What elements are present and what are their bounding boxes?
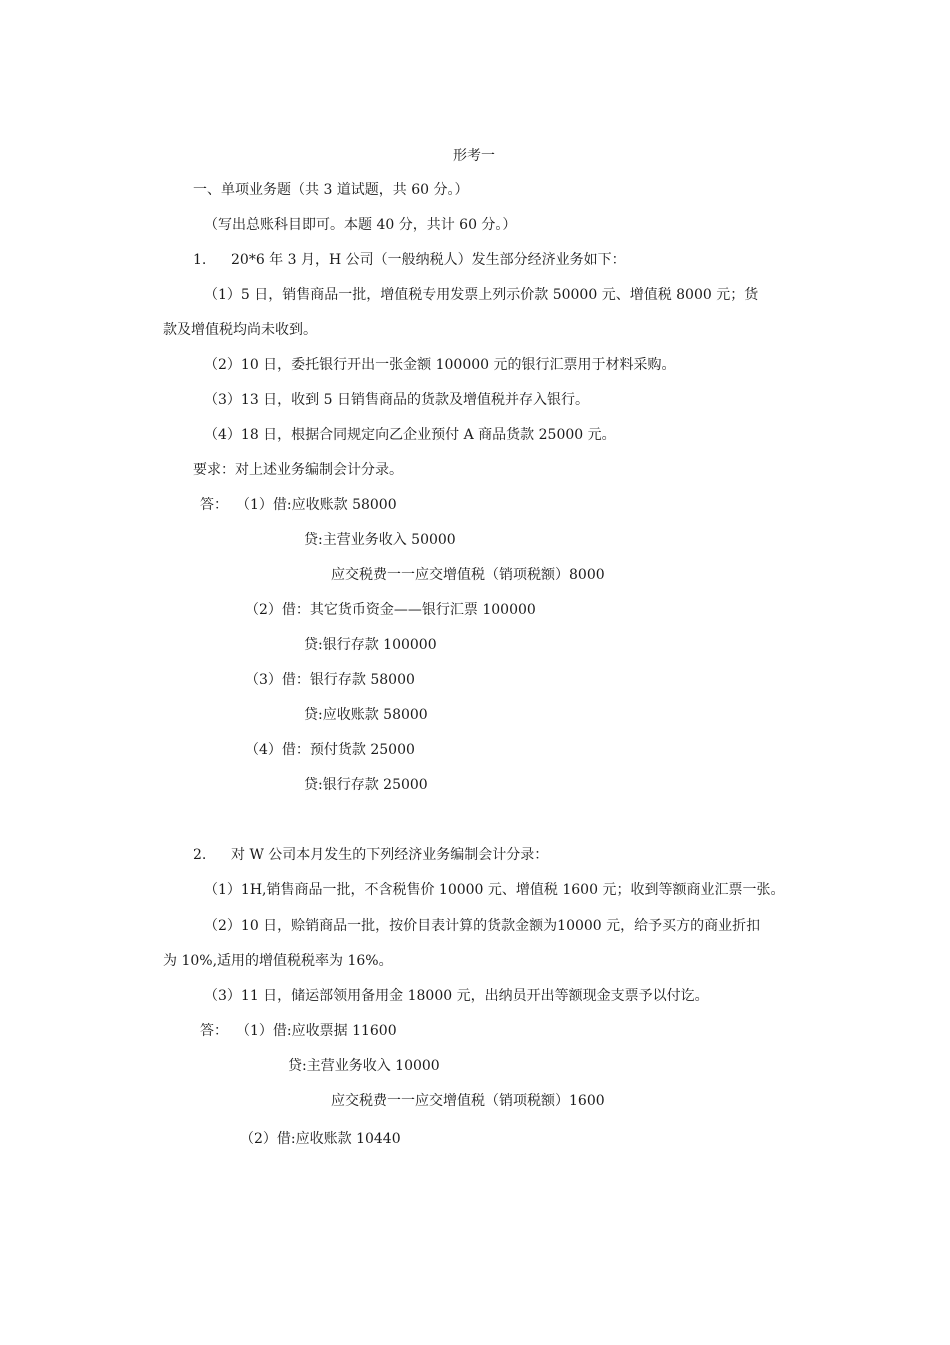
section-instruction: （写出总账科目即可。本题 40 分，共计 60 分。）: [204, 217, 517, 233]
q1-item: （2）10 日，委托银行开出一张金额 100000 元的银行汇票用于材料采购。: [204, 357, 676, 373]
q1-answer-line: （2）借：其它货币资金——银行汇票 100000: [245, 602, 536, 618]
q2-intro: 对 W 公司本月发生的下列经济业务编制会计分录：: [231, 847, 549, 863]
q1-answer-line: 贷:银行存款 25000: [304, 777, 428, 793]
q2-item: （2）10 日，赊销商品一批，按价目表计算的货款金额为10000 元，给予买方的商业折扣: [204, 918, 761, 934]
q2-answer-label: 答：: [200, 1023, 228, 1039]
q1-answer-line: 应交税费一一应交增值税（销项税额）8000: [331, 567, 605, 583]
q1-number: 1.: [193, 252, 207, 268]
q2-item: 为 10%,适用的增值税税率为 16%。: [163, 953, 393, 969]
page-title: 形考一: [453, 148, 495, 164]
q1-answer-line: （3）借：银行存款 58000: [245, 672, 415, 688]
q2-answer-line: （2）借:应收账款 10440: [240, 1131, 401, 1147]
q1-answer-line: （1）借:应收账款 58000: [236, 497, 397, 513]
q2-answer-line: （1）借:应收票据 11600: [236, 1023, 397, 1039]
q1-answer-line: 贷:主营业务收入 50000: [304, 532, 456, 548]
q1-answer-line: 贷:应收账款 58000: [304, 707, 428, 723]
q2-answer-line: 贷:主营业务收入 10000: [288, 1058, 440, 1074]
q2-item: （3）11 日，储运部领用备用金 18000 元，出纳员开出等额现金支票予以付讫。: [204, 988, 709, 1004]
section-heading: 一、单项业务题（共 3 道试题，共 60 分。）: [193, 182, 469, 198]
q1-item: （1）5 日，销售商品一批，增值税专用发票上列示价款 50000 元、增值税 8000 元；货: [204, 287, 759, 303]
q1-item: 款及增值税均尚未收到。: [163, 322, 317, 338]
q1-item: （4）18 日，根据合同规定向乙企业预付 A 商品货款 25000 元。: [204, 427, 616, 443]
q2-answer-line: 应交税费一一应交增值税（销项税额）1600: [331, 1093, 605, 1109]
q1-intro: 20*6 年 3 月，H 公司（一般纳税人）发生部分经济业务如下：: [231, 252, 626, 268]
q1-answer-line: （4）借：预付货款 25000: [245, 742, 415, 758]
q2-item: （1）1H,销售商品一批，不含税售价 10000 元、增值税 1600 元；收到等额商业汇票一张。: [204, 882, 785, 898]
q1-item: （3）13 日，收到 5 日销售商品的货款及增值税并存入银行。: [204, 392, 589, 408]
q2-number: 2.: [193, 847, 207, 863]
q1-answer-line: 贷:银行存款 100000: [304, 637, 437, 653]
q1-requirement: 要求：对上述业务编制会计分录。: [193, 462, 403, 478]
q1-answer-label: 答：: [200, 497, 228, 513]
